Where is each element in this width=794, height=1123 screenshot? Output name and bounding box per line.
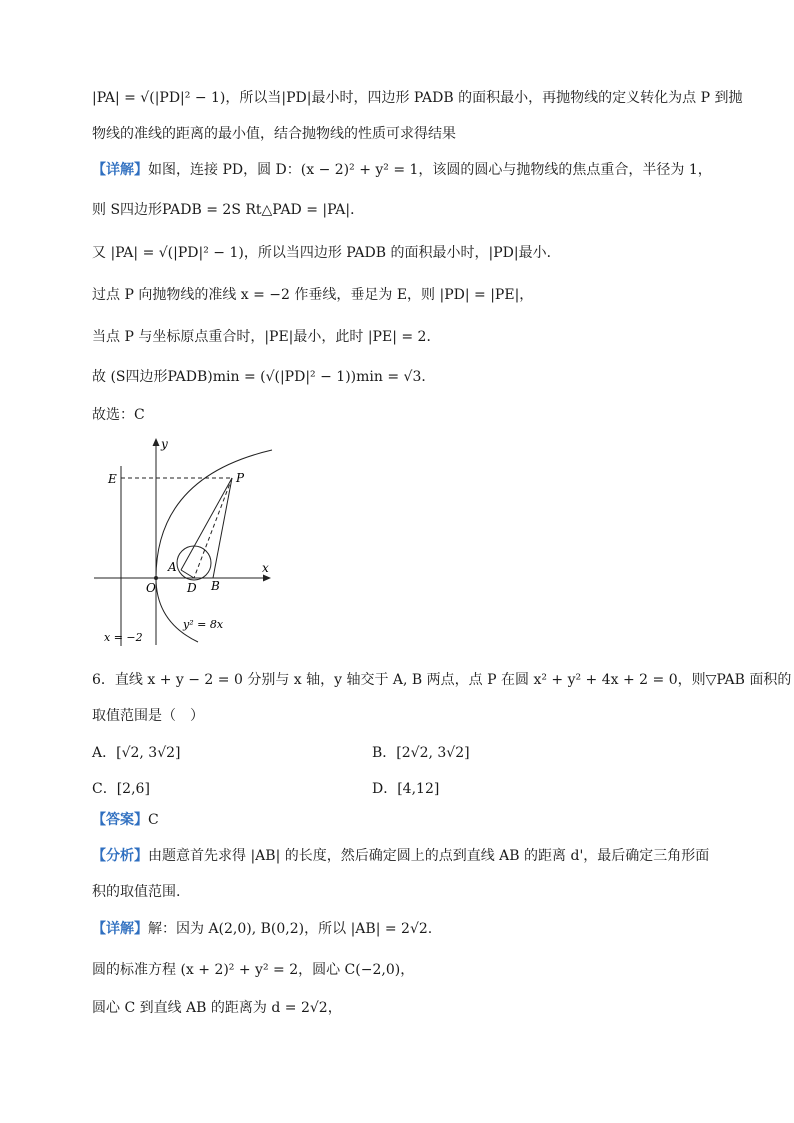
q6-detail-text-3: 圆心 C 到直线 AB 的距离为 d = 2√2， (92, 1000, 342, 1016)
detail-text-6: 故 (S四边形PADB)min = (√(|PD|² − 1))min = √3． (92, 369, 436, 385)
label-y-axis: y (161, 437, 168, 451)
solution-text-line-1: |PA| = √(|PD|² − 1)，所以当|PD|最小时，四边形 PADB 的面积最小，再抛物线的定义转化为点 P 到抛 (92, 90, 743, 106)
detail-paragraph-1 (92, 160, 712, 180)
label-B: B (211, 579, 220, 593)
option-B: B．[2√2, 3√2] (372, 745, 470, 761)
detail-text-4: 过点 P 向抛物线的准线 x = −2 作垂线，垂足为 E，则 |PD| = |PE|， (92, 287, 534, 303)
origin-point (154, 576, 158, 580)
circle-D (177, 546, 211, 580)
label-A: A (168, 560, 177, 574)
detail-text-2: 则 S四边形PADB = 2S Rt△PAD = |PA|． (92, 202, 365, 218)
answer-line (92, 810, 712, 830)
segment-PB (213, 478, 232, 578)
label-O: O (146, 581, 156, 595)
option-A: A．[√2, 3√2] (92, 745, 181, 761)
analysis-text-2: 积的取值范围. (92, 884, 181, 900)
label-D: D (187, 581, 197, 595)
label-parabola: y² = 8x (183, 618, 224, 631)
choice-line: 故选：C (92, 407, 145, 423)
detail-text-5: 当点 P 与坐标原点重合时，|PE|最小，此时 |PE| = 2． (92, 329, 441, 345)
analysis-line-1 (92, 846, 712, 866)
x-axis-arrow-icon (263, 575, 271, 582)
label-directrix: x = −2 (104, 631, 143, 644)
question-6-stem-2: 取值范围是（ ） (92, 708, 204, 724)
analysis-tag: 【分析】 (92, 848, 148, 864)
answer-tag: 【答案】 (92, 812, 148, 828)
y-axis-arrow-icon (153, 438, 160, 446)
q6-detail-line-1 (92, 919, 712, 939)
label-P: P (236, 471, 245, 485)
solution-text-line-2: 物线的准线的距离的最小值，结合抛物线的性质可求得结果 (92, 126, 456, 142)
label-x-axis: x (262, 561, 269, 575)
segment-PD (194, 478, 232, 578)
q6-detail-tag: 【详解】 (92, 921, 148, 937)
parabola-curve (156, 450, 272, 642)
option-C: C．[2,6] (92, 781, 150, 797)
option-D: D．[4,12] (372, 781, 440, 797)
label-E: E (108, 472, 117, 486)
q6-detail-text-2: 圆的标准方程 (x + 2)² + y² = 2，圆心 C(−2,0)， (92, 962, 415, 978)
analysis-text-1: 由题意首先求得 |AB| 的长度，然后确定圆上的点到直线 AB 的距离 d'，最后确定三角形面 (148, 848, 710, 864)
question-6-stem-1: 6．直线 x + y − 2 = 0 分别与 x 轴，y 轴交于 A, B 两点，点 P 在圆 x² + y² + 4x + 2 = 0，则▽PAB 面积的 (92, 672, 792, 688)
detail-text-3: 又 |PA| = √(|PD|² − 1)，所以当四边形 PADB 的面积最小时，|PD|最小． (92, 245, 561, 261)
detail-tag: 【详解】 (92, 162, 148, 178)
parabola-figure (88, 432, 288, 652)
q6-detail-text-1: 解：因为 A(2,0), B(0,2)，所以 |AB| = 2√2. (148, 921, 433, 937)
detail-text-1: 如图，连接 PD，圆 D：(x − 2)² + y² = 1，该圆的圆心与抛物线的焦点重合，半径为 1， (148, 162, 712, 178)
answer-value: C (148, 812, 159, 828)
segment-DA (181, 570, 194, 578)
